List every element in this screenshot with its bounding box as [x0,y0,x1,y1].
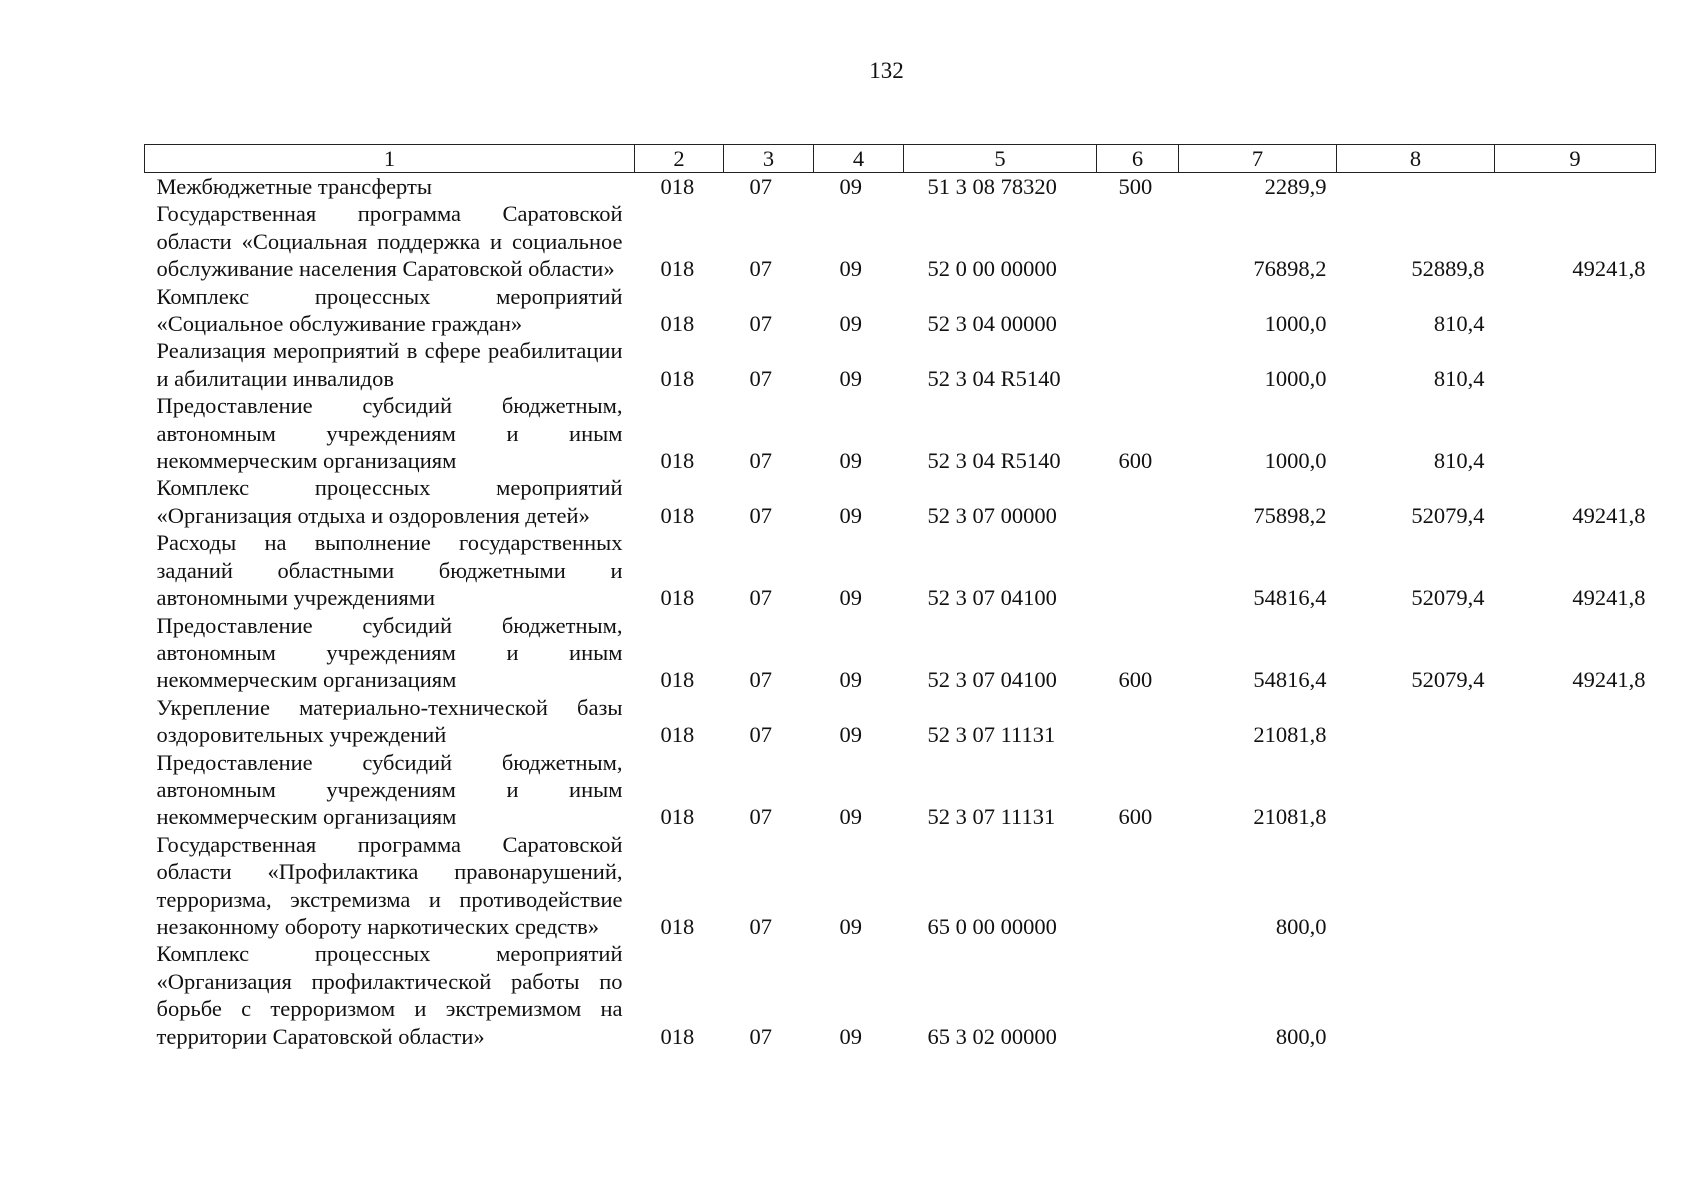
row-name: Комплекс процессных мероприятий «Организация профилактической работы по борьбе с терроризмом и экстремизмом на территории Саратовской области» [156,941,623,1049]
row-amount-col-8: 52079,4 [1411,502,1485,528]
row-subsection: 09 [839,256,862,282]
header-col-5: 5 [904,145,1097,173]
row-subsection: 09 [839,1023,862,1049]
table-row [145,474,1656,529]
table-row [145,940,1656,1050]
row-amount-col-7: 800,0 [1275,1023,1327,1049]
row-amount-col-8 [1337,173,1495,201]
row-section: 07 [749,448,772,474]
row-section: 07 [749,667,772,693]
row-amount-col-9: 49241,8 [1572,502,1646,528]
row-ministry-code: 018 [660,311,695,337]
row-section: 07 [749,174,772,199]
row-expense-type: 600 [1118,804,1153,830]
row-subsection: 09 [839,502,862,528]
row-name: Расходы на выполнение государственных заданий областными бюджетными и автономными учреждениями [156,530,623,611]
row-amount-col-8: 810,4 [1433,448,1485,474]
row-expense-type [1097,940,1179,1050]
row-subsection: 09 [839,311,862,337]
row-amount-col-7: 1000,0 [1264,365,1327,391]
header-col-8: 8 [1337,145,1495,173]
row-subsection: 09 [839,585,862,611]
row-ministry-code: 018 [660,256,695,282]
row-target-article: 52 3 07 00000 [927,502,1057,528]
row-amount-col-7: 21081,8 [1253,804,1327,830]
row-subsection: 09 [839,804,862,830]
row-expense-type [1097,831,1179,941]
table-row [145,392,1656,474]
row-target-article: 52 3 07 11131 [927,804,1056,830]
header-col-6: 6 [1097,145,1179,173]
row-amount-col-7: 54816,4 [1253,667,1327,693]
row-ministry-code: 018 [660,174,695,199]
row-section: 07 [749,585,772,611]
row-section: 07 [749,311,772,337]
row-section: 07 [749,365,772,391]
row-amount-col-7: 800,0 [1275,913,1327,939]
row-expense-type: 600 [1118,667,1153,693]
row-amount-col-8 [1337,749,1495,831]
header-col-9: 9 [1495,145,1656,173]
row-amount-col-7: 76898,2 [1253,256,1327,282]
row-name: Реализация мероприятий в сфере реабилитации и абилитации инвалидов [156,338,623,391]
row-amount-col-8: 52889,8 [1411,256,1485,282]
row-subsection: 09 [839,365,862,391]
row-section: 07 [749,256,772,282]
row-ministry-code: 018 [660,448,695,474]
header-col-2: 2 [635,145,724,173]
row-amount-col-7: 21081,8 [1253,722,1327,748]
header-col-3: 3 [724,145,814,173]
row-amount-col-9 [1495,392,1656,474]
row-subsection: 09 [839,913,862,939]
table-header [145,145,1656,173]
table-row [145,283,1656,338]
row-amount-col-8: 810,4 [1433,311,1485,337]
row-name: Государственная программа Саратовской области «Профилактика правонарушений, терроризма, экстремизма и противодействие незаконному обороту наркотических средств» [156,831,623,939]
row-expense-type: 500 [1118,174,1153,199]
row-subsection: 09 [839,667,862,693]
row-ministry-code: 018 [660,365,695,391]
row-section: 07 [749,913,772,939]
row-amount-col-9: 49241,8 [1572,256,1646,282]
row-expense-type [1097,200,1179,282]
row-amount-col-9 [1495,694,1656,749]
table-row [145,749,1656,831]
header-col-1: 1 [145,145,635,173]
row-target-article: 65 3 02 00000 [927,1023,1057,1049]
row-target-article: 51 3 08 78320 [927,174,1057,199]
row-amount-col-7: 1000,0 [1264,311,1327,337]
row-name: Предоставление субсидий бюджетным, автономным учреждениям и иным некоммерческим организациям [156,612,623,693]
row-amount-col-9 [1495,749,1656,831]
row-ministry-code: 018 [660,585,695,611]
row-subsection: 09 [839,448,862,474]
table-row [145,173,1656,201]
row-subsection: 09 [839,722,862,748]
table-row [145,200,1656,282]
row-ministry-code: 018 [660,502,695,528]
row-amount-col-7: 75898,2 [1253,502,1327,528]
row-section: 07 [749,502,772,528]
table-row [145,831,1656,941]
row-target-article: 52 0 00 00000 [927,256,1057,282]
row-expense-type [1097,283,1179,338]
row-expense-type [1097,694,1179,749]
row-target-article: 52 3 04 R5140 [927,365,1061,391]
row-target-article: 52 3 04 R5140 [927,448,1061,474]
row-expense-type [1097,474,1179,529]
table-row [145,612,1656,694]
row-section: 07 [749,1023,772,1049]
row-name: Межбюджетные трансферты [156,174,432,199]
row-amount-col-9 [1495,831,1656,941]
header-col-7: 7 [1179,145,1337,173]
row-section: 07 [749,804,772,830]
row-amount-col-7: 54816,4 [1253,585,1327,611]
header-col-4: 4 [814,145,904,173]
row-amount-col-9 [1495,337,1656,392]
row-amount-col-8 [1337,940,1495,1050]
row-subsection: 09 [839,174,862,199]
row-ministry-code: 018 [660,913,695,939]
row-name: Государственная программа Саратовской области «Социальная поддержка и социальное обслуживание населения Саратовской области» [156,201,623,282]
row-name: Укрепление материально-технической базы оздоровительных учреждений [156,694,623,748]
row-target-article: 65 0 00 00000 [927,913,1057,939]
table-row [145,529,1656,611]
row-amount-col-7: 2289,9 [1264,174,1327,199]
row-target-article: 52 3 04 00000 [927,311,1057,337]
budget-table [144,144,1656,1050]
row-ministry-code: 018 [660,804,695,830]
page-number: 132 [869,58,904,83]
row-expense-type: 600 [1118,448,1153,474]
row-amount-col-7: 1000,0 [1264,448,1327,474]
table-row [145,694,1656,749]
row-name: Предоставление субсидий бюджетным, автономным учреждениям и иным некоммерческим организациям [156,749,623,830]
row-ministry-code: 018 [660,722,695,748]
row-amount-col-9 [1495,283,1656,338]
row-expense-type [1097,337,1179,392]
row-amount-col-8: 52079,4 [1411,585,1485,611]
row-amount-col-9: 49241,8 [1572,667,1646,693]
row-amount-col-9: 49241,8 [1572,585,1646,611]
row-amount-col-8: 52079,4 [1411,667,1485,693]
row-amount-col-8 [1337,831,1495,941]
row-target-article: 52 3 07 11131 [927,722,1056,748]
row-name: Комплекс процессных мероприятий «Социальное обслуживание граждан» [156,283,623,337]
row-target-article: 52 3 07 04100 [927,667,1057,693]
row-ministry-code: 018 [660,667,695,693]
table-body [145,173,1656,1051]
header-row [145,145,1656,173]
row-expense-type [1097,529,1179,611]
row-section: 07 [749,722,772,748]
row-amount-col-9 [1495,940,1656,1050]
row-target-article: 52 3 07 04100 [927,585,1057,611]
table-row [145,337,1656,392]
row-name: Комплекс процессных мероприятий «Организация отдыха и оздоровления детей» [156,475,623,528]
row-ministry-code: 018 [660,1023,695,1049]
row-amount-col-8: 810,4 [1433,365,1485,391]
row-name: Предоставление субсидий бюджетным, автономным учреждениям и иным некоммерческим организациям [156,393,623,474]
row-amount-col-8 [1337,694,1495,749]
row-amount-col-9 [1495,173,1656,201]
